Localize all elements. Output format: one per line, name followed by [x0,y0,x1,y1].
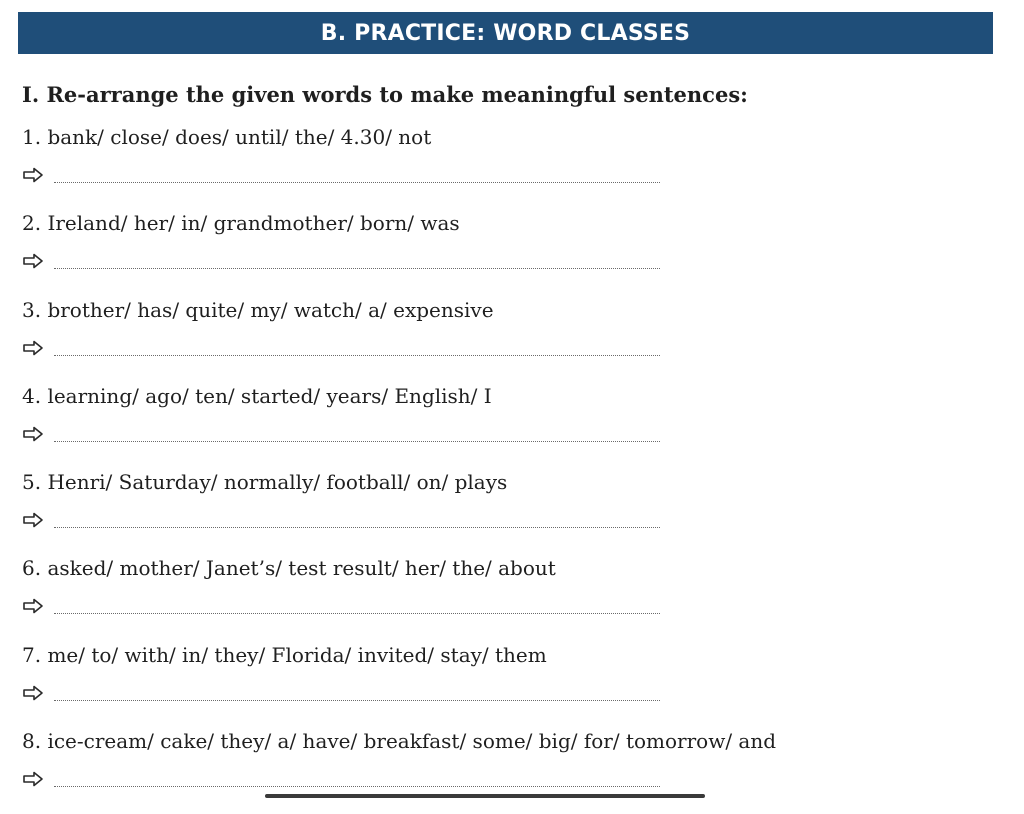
right-arrow-icon [22,685,44,701]
answer-input[interactable] [54,268,660,269]
exercise-item-7 [22,642,982,728]
exercise-list [22,124,982,814]
exercise-item-5 [22,469,982,555]
exercise-item-2 [22,210,982,296]
exercise-prompt: 4. learning/ ago/ ten/ started/ years/ English/ I [22,383,492,408]
answer-row [22,337,44,359]
exercise-item-3 [22,297,982,383]
right-arrow-icon [22,598,44,614]
answer-row [22,682,44,704]
answer-input[interactable] [54,355,660,356]
exercise-prompt: 8. ice-cream/ cake/ they/ a/ have/ breakfast/ some/ big/ for/ tomorrow/ and [22,729,777,754]
right-arrow-icon [22,253,44,269]
exercise-item-1 [22,124,982,210]
section-title: B. PRACTICE: WORD CLASSES [320,20,691,46]
right-arrow-icon [22,426,44,442]
exercise-prompt: 2. Ireland/ her/ in/ grandmother/ born/ was [22,211,460,236]
answer-input[interactable] [54,786,660,787]
answer-input[interactable] [54,182,660,183]
exercise-prompt: 5. Henri/ Saturday/ normally/ football/ on/ plays [22,470,508,495]
answer-row [22,768,44,790]
right-arrow-icon [22,340,44,356]
answer-input[interactable] [54,700,660,701]
section-header-banner [18,12,993,54]
horizontal-scrollbar[interactable] [265,794,705,798]
exercise-instruction: I. Re-arrange the given words to make meaningful sentences: [22,82,748,107]
right-arrow-icon [22,771,44,787]
exercise-item-8 [22,728,982,814]
exercise-prompt: 3. brother/ has/ quite/ my/ watch/ a/ expensive [22,297,494,322]
answer-row [22,423,44,445]
right-arrow-icon [22,167,44,183]
exercise-prompt: 7. me/ to/ with/ in/ they/ Florida/ invited/ stay/ them [22,642,547,667]
exercise-item-6 [22,555,982,641]
answer-row [22,509,44,531]
answer-row [22,164,44,186]
right-arrow-icon [22,512,44,528]
exercise-prompt: 6. asked/ mother/ Janet’s/ test result/ her/ the/ about [22,556,556,581]
exercise-item-4 [22,383,982,469]
answer-input[interactable] [54,441,660,442]
exercise-prompt: 1. bank/ close/ does/ until/ the/ 4.30/ not [22,125,432,149]
answer-input[interactable] [54,527,660,528]
answer-row [22,595,44,617]
answer-row [22,250,44,272]
answer-input[interactable] [54,613,660,614]
